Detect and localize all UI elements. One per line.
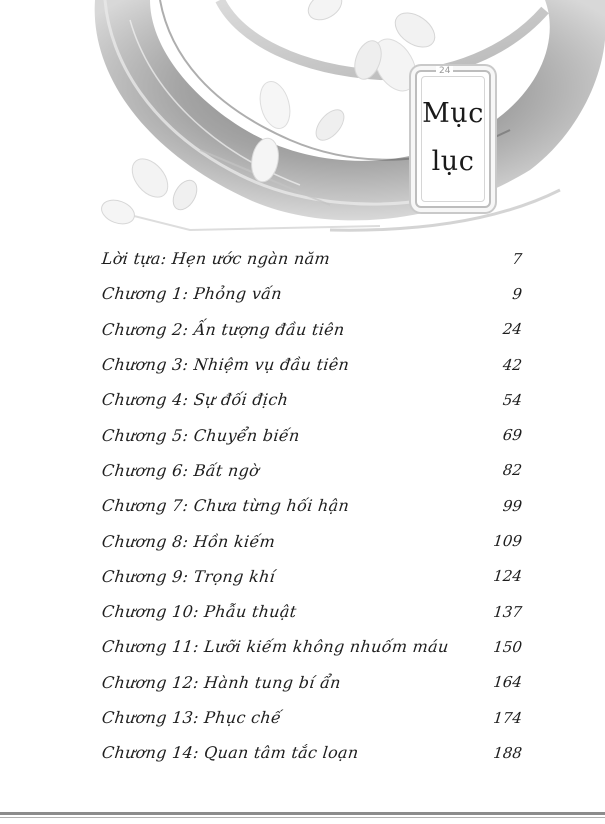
toc-entry-title: Chương 9: Trọng khí	[101, 566, 277, 586]
page-bottom-rule	[0, 812, 605, 815]
toc-entry-page: 7	[511, 249, 523, 268]
toc-entry[interactable]	[102, 523, 522, 558]
toc-entry-title: Chương 6: Bất ngờ	[101, 460, 261, 480]
toc-entry-page: 164	[492, 673, 523, 692]
toc-entry[interactable]	[102, 382, 522, 417]
frame-mark: 24	[436, 66, 453, 76]
toc-entry[interactable]	[102, 700, 522, 735]
toc-entry-title: Chương 10: Phẫu thuật	[101, 602, 298, 622]
toc-entry-title: Chương 1: Phỏng vấn	[101, 284, 283, 304]
toc-entry[interactable]	[102, 629, 522, 664]
toc-entry-title: Chương 7: Chưa từng hối hận	[101, 496, 351, 516]
toc-entry-page: 9	[511, 284, 523, 303]
toc-entry-page: 109	[492, 532, 523, 551]
toc-entry[interactable]	[102, 488, 522, 523]
toc-entry-title: Chương 2: Ấn tượng đầu tiên	[101, 319, 346, 339]
toc-entry-page: 24	[501, 320, 523, 339]
toc-entry-title: Chương 11: Lưỡi kiếm không nhuốm máu	[101, 637, 450, 657]
toc-entry[interactable]	[102, 241, 522, 276]
toc-entry-title: Chương 13: Phục chế	[101, 708, 283, 727]
toc-entry[interactable]	[102, 276, 522, 311]
title-frame-inner-border	[421, 76, 485, 202]
toc-entry[interactable]	[102, 417, 522, 452]
page-title-line-2: lục	[431, 146, 475, 177]
page-title-line-1: Mục	[422, 98, 484, 129]
toc-entry-page: 188	[492, 743, 523, 762]
page-bottom-rule-thin	[0, 817, 605, 818]
ink-wash-circle-illustration	[0, 0, 605, 240]
toc-entry-page: 42	[501, 355, 523, 374]
toc-entry[interactable]	[102, 453, 522, 488]
toc-entry-page: 174	[492, 708, 523, 727]
toc-entry[interactable]	[102, 559, 522, 594]
toc-entry-page: 124	[492, 567, 523, 586]
toc-entry-title: Chương 5: Chuyển biến	[101, 425, 301, 445]
toc-entry[interactable]	[102, 735, 522, 770]
title-frame	[415, 70, 491, 208]
toc-entry[interactable]	[102, 312, 522, 347]
toc-entry-page: 150	[492, 637, 523, 656]
toc-entry-title: Lời tựa: Hẹn ước ngàn năm	[101, 249, 331, 269]
toc-entry-title: Chương 4: Sự đối địch	[101, 390, 290, 410]
toc-entry-title: Chương 3: Nhiệm vụ đầu tiên	[101, 355, 351, 375]
toc-entry-page: 54	[501, 390, 523, 409]
toc-entry[interactable]	[102, 594, 522, 629]
toc-entry-title: Chương 12: Hành tung bí ẩn	[101, 672, 342, 692]
toc-entry-page: 82	[501, 461, 523, 480]
toc-entry-title: Chương 8: Hồn kiếm	[101, 531, 277, 551]
toc-entry[interactable]	[102, 665, 522, 700]
table-of-contents	[102, 241, 522, 770]
toc-entry-page: 69	[501, 426, 523, 445]
toc-entry-page: 137	[492, 602, 523, 621]
toc-entry[interactable]	[102, 347, 522, 382]
toc-entry-title: Chương 14: Quan tâm tắc loạn	[101, 743, 360, 763]
toc-entry-page: 99	[501, 496, 523, 515]
